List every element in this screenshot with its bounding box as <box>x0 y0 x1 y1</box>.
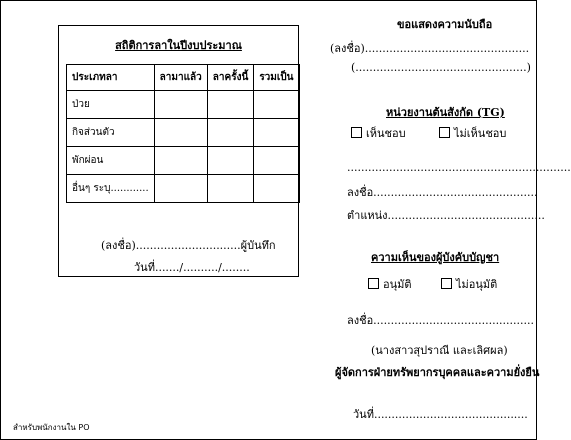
row-label-personal: กิจส่วนตัว <box>67 119 155 147</box>
row-label-other: อื่นๆ ระบุ............ <box>67 175 155 203</box>
approve-label: เห็นชอบ <box>366 127 406 140</box>
applicant-name-line[interactable]: (.................................................) <box>351 61 531 74</box>
leave-statistics-box <box>58 25 299 277</box>
cell-total[interactable] <box>254 119 299 147</box>
reject-checkbox[interactable] <box>439 127 450 138</box>
leave-statistics-table <box>66 64 300 203</box>
applicant-sign-line[interactable]: (ลงชื่อ)............................................... <box>330 42 530 55</box>
commander-sign-line[interactable]: ลงชื่อ.............................................. <box>347 314 535 327</box>
unit-approve-option[interactable] <box>351 124 406 142</box>
commander-reject-option[interactable] <box>441 275 497 293</box>
cell-previous[interactable] <box>154 147 207 175</box>
table-row <box>67 147 300 175</box>
table-header-row <box>67 65 300 91</box>
table-row <box>67 91 300 119</box>
cell-previous[interactable] <box>154 175 207 203</box>
cell-this-time[interactable] <box>207 147 254 175</box>
closing-title: ขอแสดงความนับถือ <box>397 18 493 31</box>
header-total: รวมเป็น <box>254 65 299 91</box>
cell-total[interactable] <box>254 147 299 175</box>
cell-total[interactable] <box>254 175 299 203</box>
commander-title: ความเห็นของผู้บังคับบัญชา <box>371 251 500 264</box>
header-previous: ลามาแล้ว <box>154 65 207 91</box>
approve-checkbox[interactable] <box>368 278 379 289</box>
commander-approve-option[interactable] <box>368 275 412 293</box>
approve-label: อนุมัติ <box>383 278 412 291</box>
reject-label: ไม่เห็นชอบ <box>454 127 507 140</box>
cell-this-time[interactable] <box>207 91 254 119</box>
commander-name: (นางสาวสุปราณี และเลิศผล) <box>371 344 508 357</box>
row-label-sick: ป่วย <box>67 91 155 119</box>
commander-position: ผู้จัดการฝ่ายทรัพยากรบุคคลและความยั่งยืน <box>335 366 540 379</box>
commander-date-line[interactable]: วันที่............................................ <box>353 408 528 421</box>
unit-head-title: หน่วยงานต้นสังกัด (TG) <box>386 106 505 119</box>
row-label-vacation: พักผ่อน <box>67 147 155 175</box>
recorder-date-line[interactable]: วันที่......./........../........ <box>134 261 250 274</box>
reject-label: ไม่อนุมัติ <box>456 278 498 291</box>
table-row <box>67 119 300 147</box>
cell-this-time[interactable] <box>207 119 254 147</box>
cell-this-time[interactable] <box>207 175 254 203</box>
recorder-sign-line[interactable]: (ลงชื่อ)..............................ผู้บันทึก <box>101 239 276 252</box>
unit-position-line[interactable]: ตำแหน่ง............................................. <box>347 209 545 222</box>
header-this-time: ลาครั้งนี้ <box>207 65 254 91</box>
cell-previous[interactable] <box>154 91 207 119</box>
footer-note: สำหรับพนักงานใน PO <box>13 423 90 432</box>
header-leave-type: ประเภทลา <box>67 65 155 91</box>
table-row <box>67 175 300 203</box>
approve-checkbox[interactable] <box>351 127 362 138</box>
reject-checkbox[interactable] <box>441 278 452 289</box>
unit-sign-line[interactable]: ลงชื่อ............................................... <box>347 186 538 199</box>
stat-box-title: สถิติการลาในปีงบประมาณ <box>115 39 242 52</box>
cell-total[interactable] <box>254 91 299 119</box>
unit-reject-option[interactable] <box>439 124 506 142</box>
cell-previous[interactable] <box>154 119 207 147</box>
unit-comment-line[interactable]: ................................................................ <box>347 161 571 174</box>
